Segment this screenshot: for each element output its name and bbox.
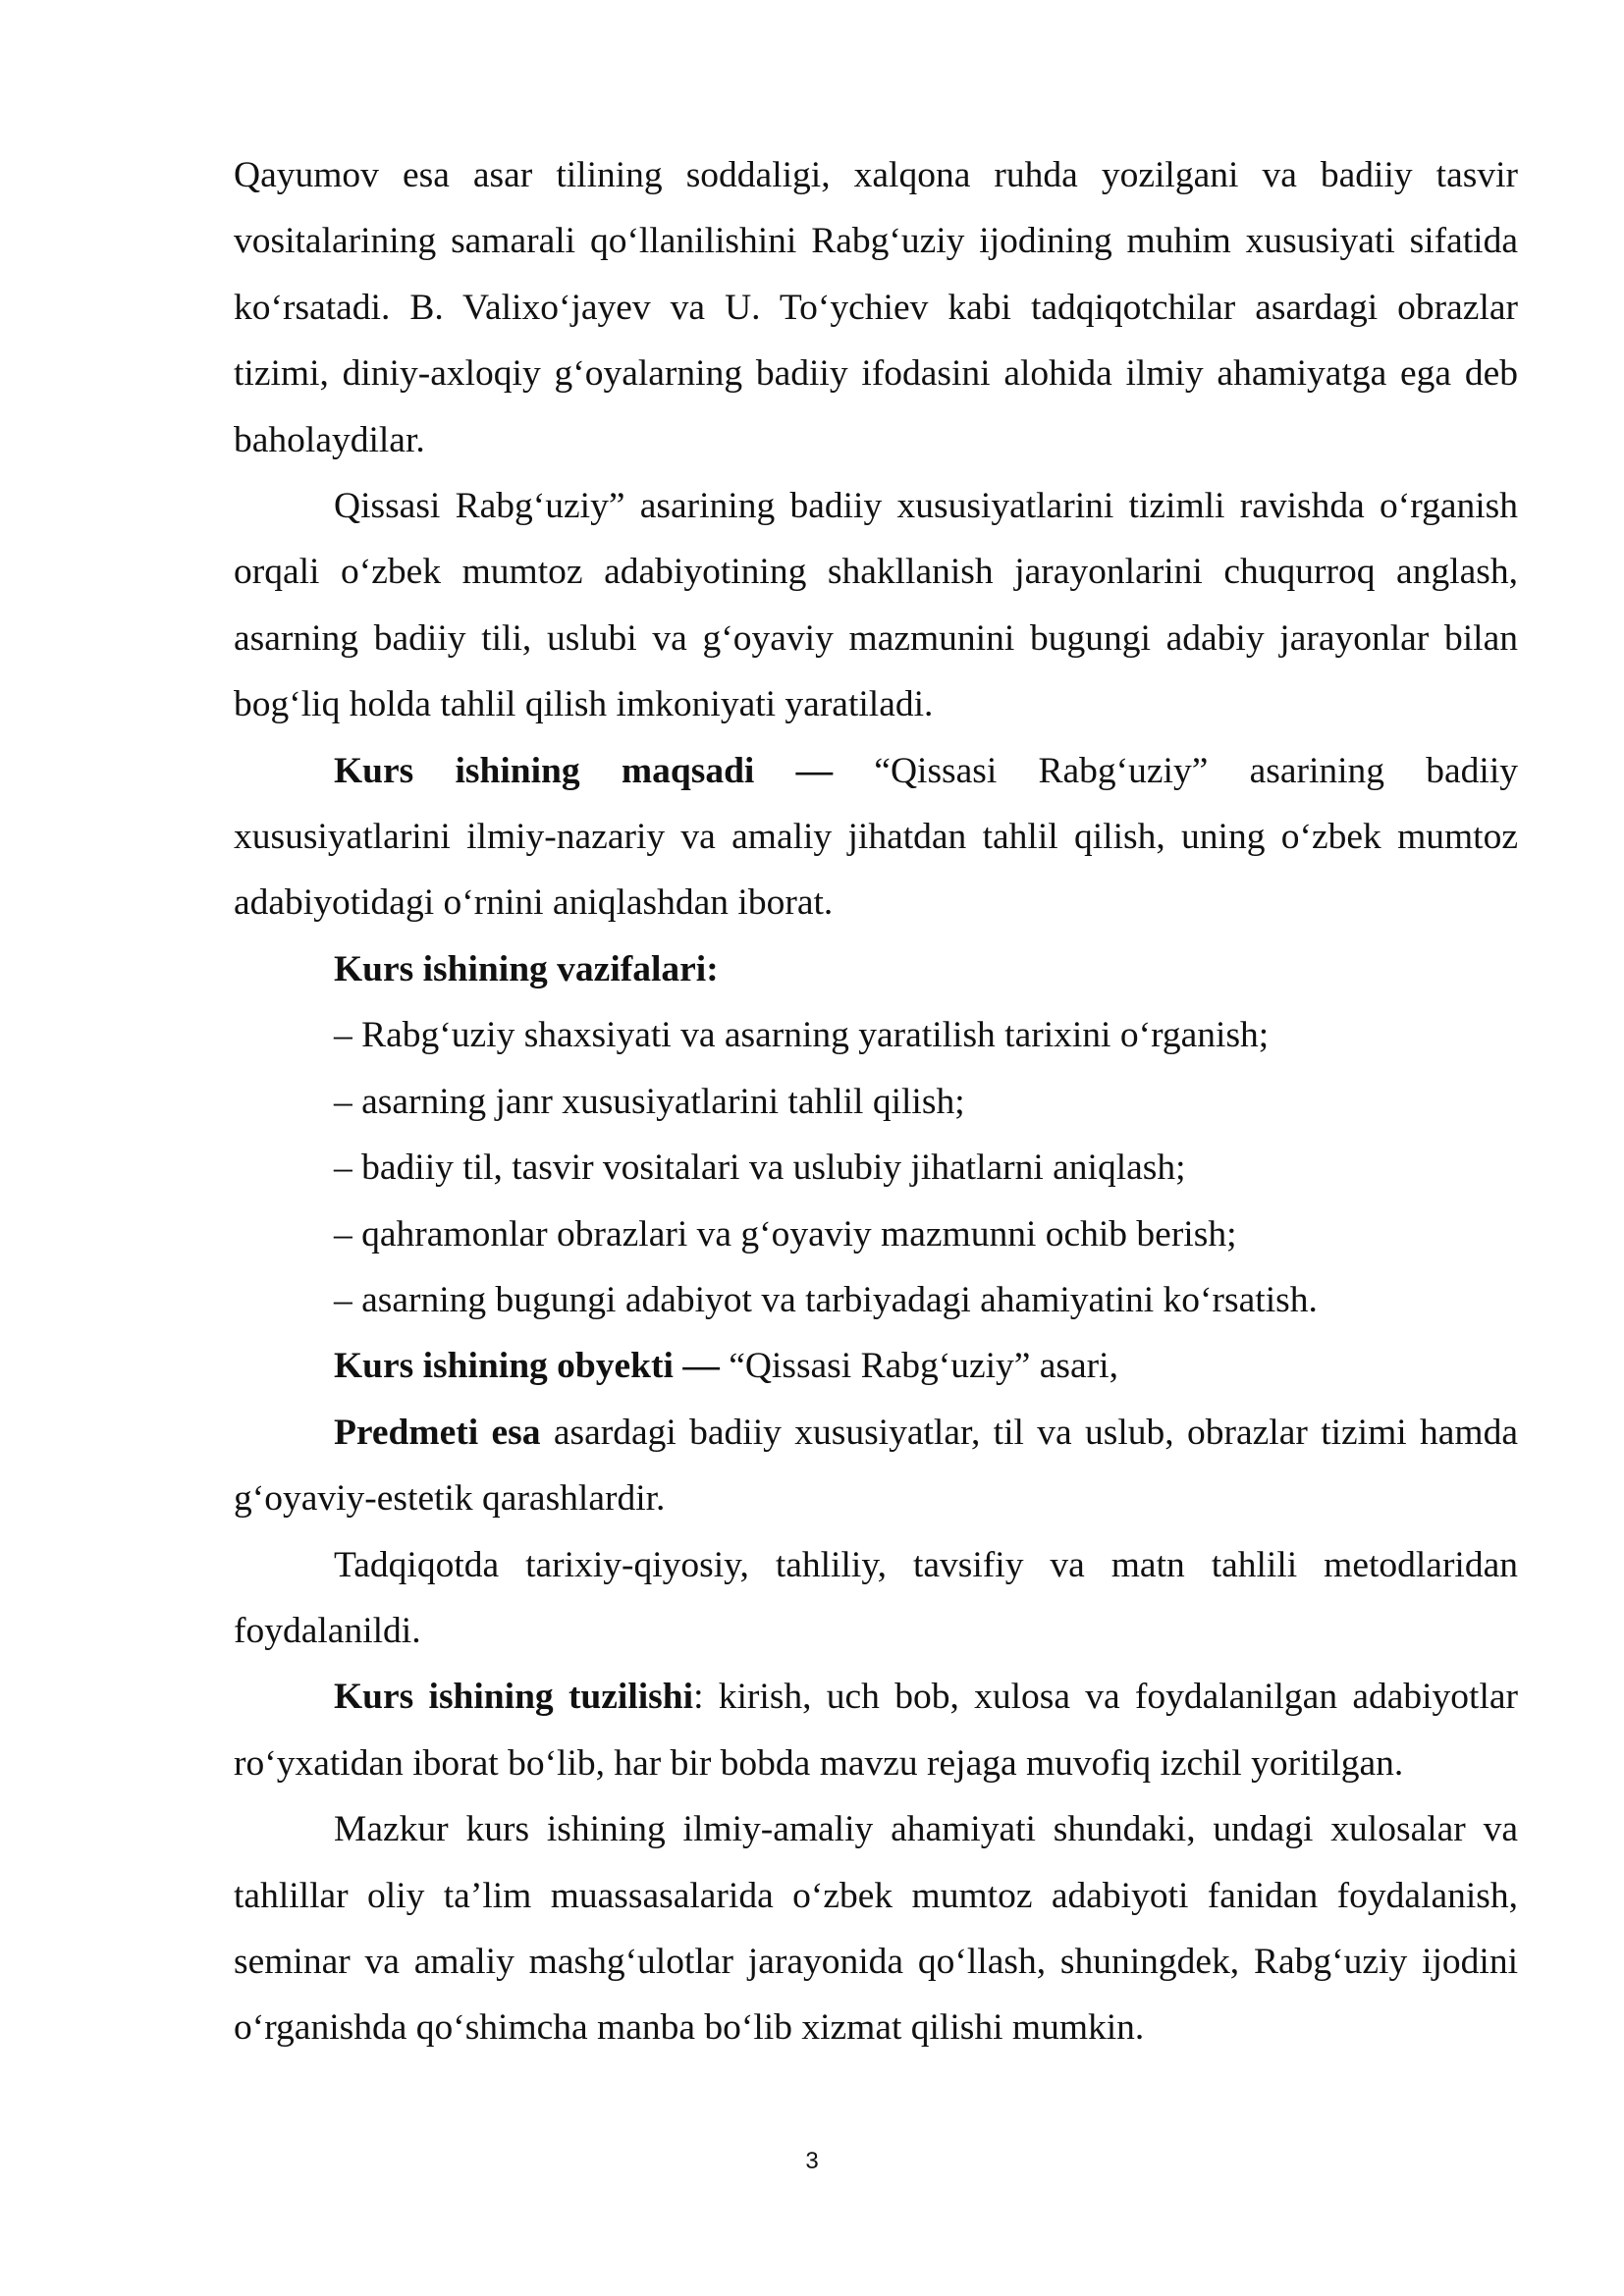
paragraph-systematic-study: Qissasi Rabg‘uziy” asarining badiiy xususiyatlarini tizimli ravishda o‘rganish orqali o‘zbek mumtoz adabiyotining shakllanish jarayonlarini chuqurroq anglash, asarning badiiy tili, uslubi va g‘oyaviy mazmunini bugungi adabiy jarayonlar bilan bog‘liq holda tahlil qilish imkoniyati yaratiladi. xyxy=(234,486,1518,725)
task-item: – qahramonlar obrazlari va g‘oyaviy mazmunni ochib berish; xyxy=(334,1213,1237,1255)
task-item: – Rabg‘uziy shaxsiyati va asarning yaratilish tarixini o‘rganish; xyxy=(334,1015,1270,1056)
task-item: – asarning janr xususiyatlarini tahlil qilish; xyxy=(334,1081,965,1122)
paragraph-structure xyxy=(234,1664,1518,1796)
paragraph-object xyxy=(234,1333,1518,1399)
paragraph-goal xyxy=(234,738,1518,936)
paragraph-qayumov: Qayumov esa asar tilining soddaligi, xalqona ruhda yozilgani va badiiy tasvir vositalarining samarali qo‘llanilishini Rabg‘uziy ijodining muhim xususiyati sifatida ko‘rsatadi. B. Valixo‘jayev va U. To‘ychiev kabi tadqiqotchilar asardagi obrazlar tizimi, diniy-axloqiy g‘oyalarning badiiy ifodasini alohida ilmiy ahamiyatga ega deb baholaydilar. xyxy=(234,155,1518,460)
object-text: “Qissasi Rabg‘uziy” asari, xyxy=(719,1346,1118,1387)
subject-text: asardagi badiiy xususiyatlar, til va uslub, obrazlar tizimi hamda g‘oyaviy-estetik qarashlardir. xyxy=(234,1412,1518,1520)
tasks-heading xyxy=(234,936,1518,1002)
goal-label: Kurs ishining maqsadi — xyxy=(334,750,834,791)
paragraph-subject xyxy=(234,1400,1518,1532)
task-item: – asarning bugungi adabiyot va tarbiyadagi ahamiyatini ko‘rsatish. xyxy=(334,1279,1318,1320)
page-body xyxy=(234,142,1518,2061)
goal-text: “Qissasi Rabg‘uziy” asarining badiiy xususiyatlarini ilmiy-nazariy va amaliy jihatdan tahlil qilish, uning o‘zbek mumtoz adabiyotidagi o‘rnini aniqlashdan iborat. xyxy=(234,750,1519,924)
page-number: 3 xyxy=(805,2148,819,2174)
object-label: Kurs ishining obyekti — xyxy=(334,1346,720,1387)
structure-text: : kirish, uch bob, xulosa va foydalanilgan adabiyotlar ro‘yxatidan iborat bo‘lib, har bir bobda mavzu rejaga muvofiq izchil yoritilgan. xyxy=(234,1677,1518,1784)
task-item: – badiiy til, tasvir vositalari va uslubiy jihatlarni aniqlash; xyxy=(334,1148,1186,1189)
structure-label: Kurs ishining tuzilishi xyxy=(334,1677,694,1718)
subject-label: Predmeti esa xyxy=(334,1412,541,1453)
tasks-heading-label: Kurs ishining vazifalari: xyxy=(334,948,719,989)
paragraph-methods: Tadqiqotda tarixiy-qiyosiy, tahliliy, tavsifiy va matn tahlili metodlaridan foydalanildi. xyxy=(234,1544,1518,1651)
paragraph-significance: Mazkur kurs ishining ilmiy-amaliy ahamiyati shundaki, undagi xulosalar va tahlillar oliy ta’lim muassasalarida o‘zbek mumtoz adabiyoti fanidan foydalanish, seminar va amaliy mashg‘ulotlar jarayonida qo‘llash, shuningdek, Rabg‘uziy ijodini o‘rganishda qo‘shimcha manba bo‘lib xizmat qilishi mumkin. xyxy=(234,1809,1518,2049)
